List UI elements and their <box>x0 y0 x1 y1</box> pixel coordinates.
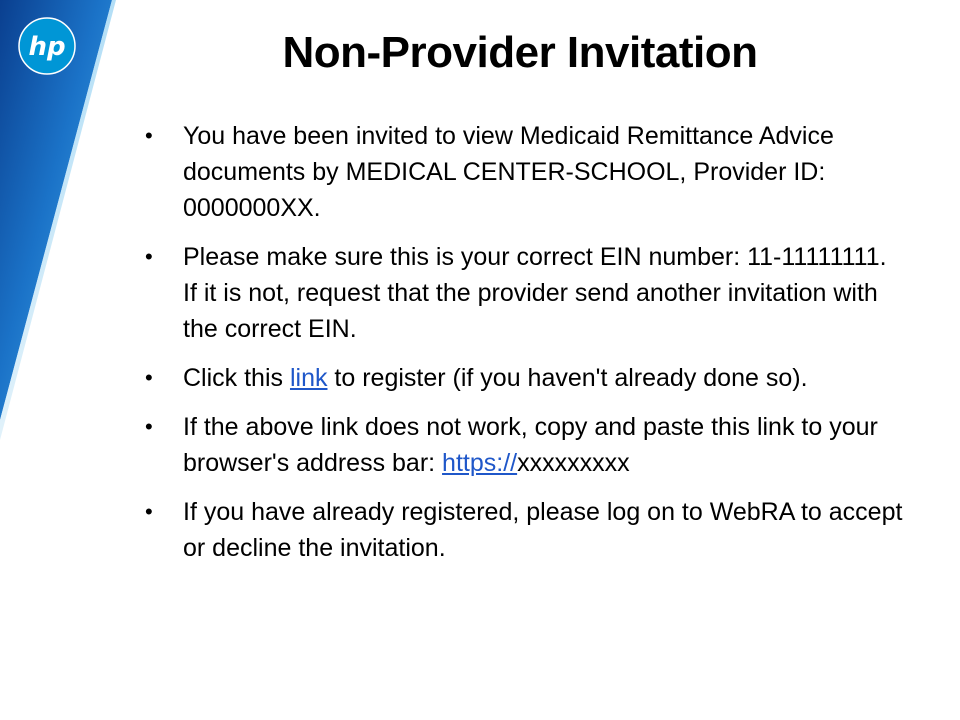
bullet-text: If you have already registered, please log on to WebRA to accept or decline the invitation. <box>183 498 903 562</box>
bullet-item-ein <box>145 239 905 347</box>
bullet-dot-icon: • <box>145 365 153 390</box>
hp-logo-icon <box>18 17 76 75</box>
register-link[interactable]: link <box>289 364 328 392</box>
slide-title: Non-Provider Invitation <box>282 28 758 77</box>
bullet-text: Please make sure this is your correct EIN number: 11-11111111. If it is not, request that the provider send another invitation with the correct EIN. <box>183 243 887 343</box>
bullet-item-already-registered <box>145 494 905 566</box>
bullet-text-after: to register (if you haven't already done so). <box>327 364 808 392</box>
bullet-text-after: xxxxxxxxx <box>517 449 630 477</box>
bullet-list <box>145 118 905 579</box>
bullet-item-copy-link <box>145 409 905 481</box>
bullet-dot-icon: • <box>145 414 153 439</box>
bullet-item-invitation <box>145 118 905 226</box>
side-decoration-band <box>0 0 120 720</box>
bullet-item-register <box>145 360 905 396</box>
bullet-dot-icon: • <box>145 499 153 524</box>
bullet-dot-icon: • <box>145 244 153 269</box>
bullet-dot-icon: • <box>145 123 153 148</box>
bullet-text-before: Click this <box>183 364 290 392</box>
hp-logo-text: hp <box>28 32 66 62</box>
bullet-text: You have been invited to view Medicaid Remittance Advice documents by MEDICAL CENTER-SCHOOL, Provider ID: 0000000XX. <box>183 122 834 222</box>
url-link[interactable]: https:// <box>442 449 518 477</box>
bullet-text-before: If the above link does not work, copy and paste this link to your browser's address bar: <box>183 413 878 477</box>
